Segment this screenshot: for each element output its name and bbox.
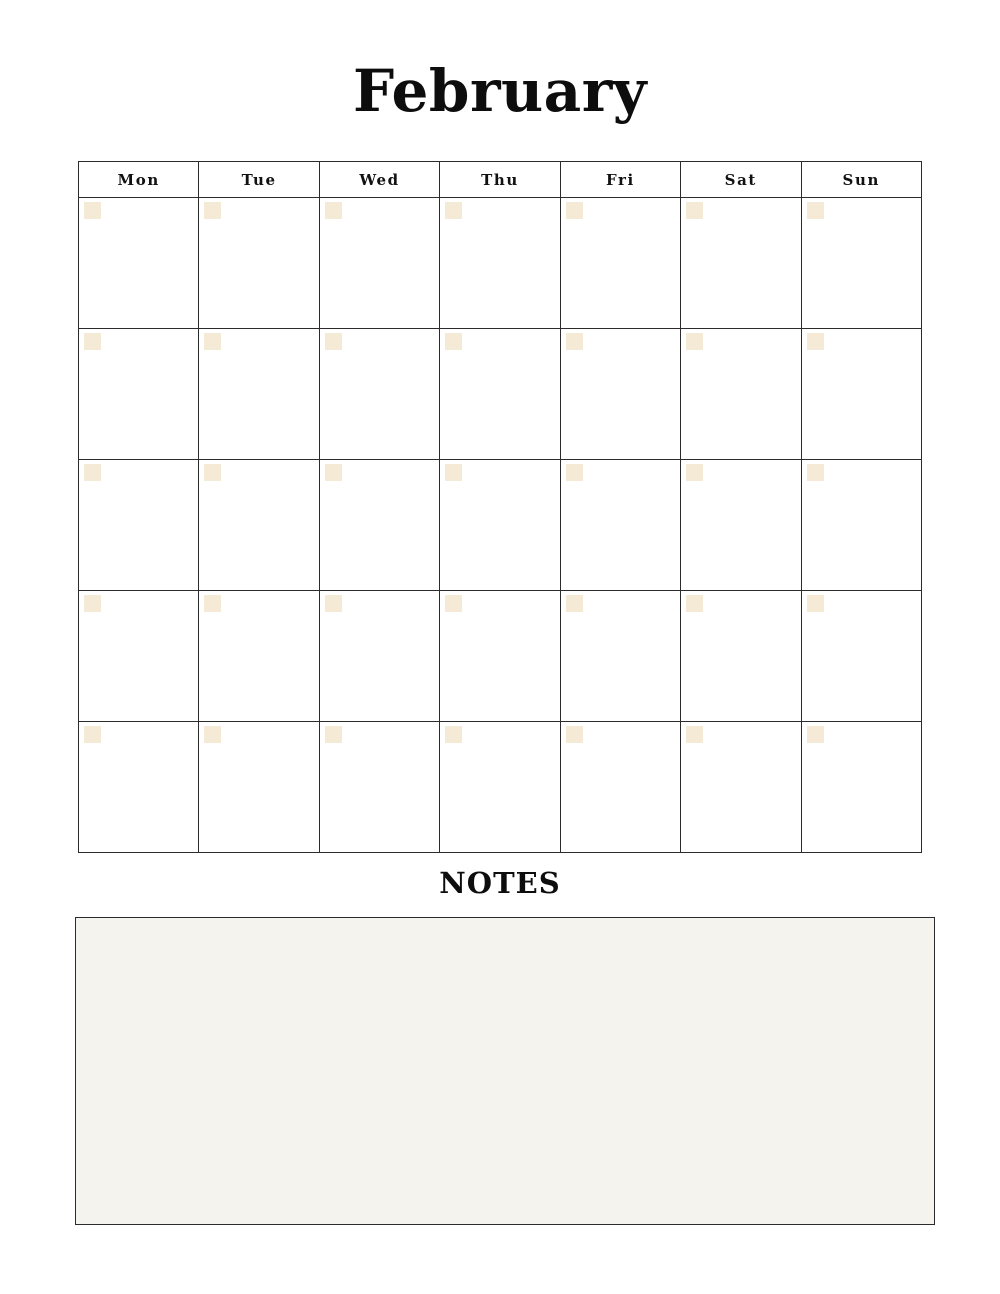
weekday-header-tue: Tue xyxy=(199,162,319,197)
day-cell[interactable] xyxy=(440,460,560,590)
day-cell[interactable] xyxy=(561,722,681,852)
day-cell[interactable] xyxy=(681,591,801,721)
day-cell[interactable] xyxy=(681,460,801,590)
week-row xyxy=(79,329,921,460)
day-marker-icon xyxy=(204,333,221,350)
day-cell[interactable] xyxy=(199,460,319,590)
day-marker-icon xyxy=(84,595,101,612)
day-marker-icon xyxy=(807,333,824,350)
day-marker-icon xyxy=(566,333,583,350)
day-cell[interactable] xyxy=(320,460,440,590)
day-cell[interactable] xyxy=(681,329,801,459)
day-marker-icon xyxy=(204,202,221,219)
day-marker-icon xyxy=(325,726,342,743)
day-cell[interactable] xyxy=(320,722,440,852)
day-marker-icon xyxy=(566,726,583,743)
weekday-header-row xyxy=(79,162,921,198)
day-cell[interactable] xyxy=(440,591,560,721)
day-cell[interactable] xyxy=(320,198,440,328)
day-cell[interactable] xyxy=(802,591,921,721)
day-cell[interactable] xyxy=(561,329,681,459)
day-marker-icon xyxy=(445,726,462,743)
day-marker-icon xyxy=(204,726,221,743)
day-cell[interactable] xyxy=(802,460,921,590)
month-grid xyxy=(78,161,922,853)
week-row xyxy=(79,591,921,722)
day-cell[interactable] xyxy=(199,329,319,459)
day-cell[interactable] xyxy=(681,722,801,852)
day-marker-icon xyxy=(566,464,583,481)
day-cell[interactable] xyxy=(561,591,681,721)
week-row xyxy=(79,460,921,591)
weekday-header-thu: Thu xyxy=(440,162,560,197)
week-row xyxy=(79,198,921,329)
day-cell[interactable] xyxy=(199,722,319,852)
day-marker-icon xyxy=(686,464,703,481)
day-marker-icon xyxy=(807,595,824,612)
weekday-header-mon: Mon xyxy=(79,162,199,197)
day-marker-icon xyxy=(807,202,824,219)
weekday-header-sun: Sun xyxy=(842,171,880,189)
day-marker-icon xyxy=(84,726,101,743)
day-marker-icon xyxy=(325,595,342,612)
notes-heading: NOTES xyxy=(439,866,561,900)
day-cell[interactable] xyxy=(440,329,560,459)
weekday-header-sat: Sat xyxy=(681,162,801,197)
day-marker-icon xyxy=(204,595,221,612)
weekday-header-fri: Fri xyxy=(561,162,681,197)
day-cell[interactable] xyxy=(561,460,681,590)
day-cell[interactable] xyxy=(199,591,319,721)
day-marker-icon xyxy=(204,464,221,481)
day-cell[interactable] xyxy=(79,198,199,328)
day-cell[interactable] xyxy=(440,722,560,852)
day-cell[interactable] xyxy=(440,198,560,328)
day-marker-icon xyxy=(807,726,824,743)
day-cell[interactable] xyxy=(561,198,681,328)
week-row xyxy=(79,722,921,852)
day-marker-icon xyxy=(566,595,583,612)
day-marker-icon xyxy=(325,464,342,481)
day-marker-icon xyxy=(445,202,462,219)
day-marker-icon xyxy=(686,595,703,612)
day-marker-icon xyxy=(84,202,101,219)
day-cell[interactable] xyxy=(320,329,440,459)
day-marker-icon xyxy=(686,726,703,743)
day-marker-icon xyxy=(445,595,462,612)
day-marker-icon xyxy=(686,333,703,350)
day-cell[interactable] xyxy=(79,460,199,590)
day-marker-icon xyxy=(325,202,342,219)
day-cell[interactable] xyxy=(802,198,921,328)
day-marker-icon xyxy=(84,464,101,481)
page-title: February xyxy=(352,57,648,125)
day-marker-icon xyxy=(325,333,342,350)
day-marker-icon xyxy=(686,202,703,219)
day-cell[interactable] xyxy=(79,329,199,459)
notes-input[interactable] xyxy=(76,918,934,1224)
day-marker-icon xyxy=(807,464,824,481)
day-marker-icon xyxy=(445,333,462,350)
day-cell[interactable] xyxy=(802,329,921,459)
day-marker-icon xyxy=(445,464,462,481)
day-cell[interactable] xyxy=(681,198,801,328)
day-cell[interactable] xyxy=(79,591,199,721)
day-cell[interactable] xyxy=(79,722,199,852)
notes-box[interactable] xyxy=(75,917,935,1225)
day-cell[interactable] xyxy=(320,591,440,721)
day-cell[interactable] xyxy=(199,198,319,328)
weekday-header-wed: Wed xyxy=(320,162,440,197)
day-marker-icon xyxy=(566,202,583,219)
day-cell[interactable] xyxy=(802,722,921,852)
day-marker-icon xyxy=(84,333,101,350)
